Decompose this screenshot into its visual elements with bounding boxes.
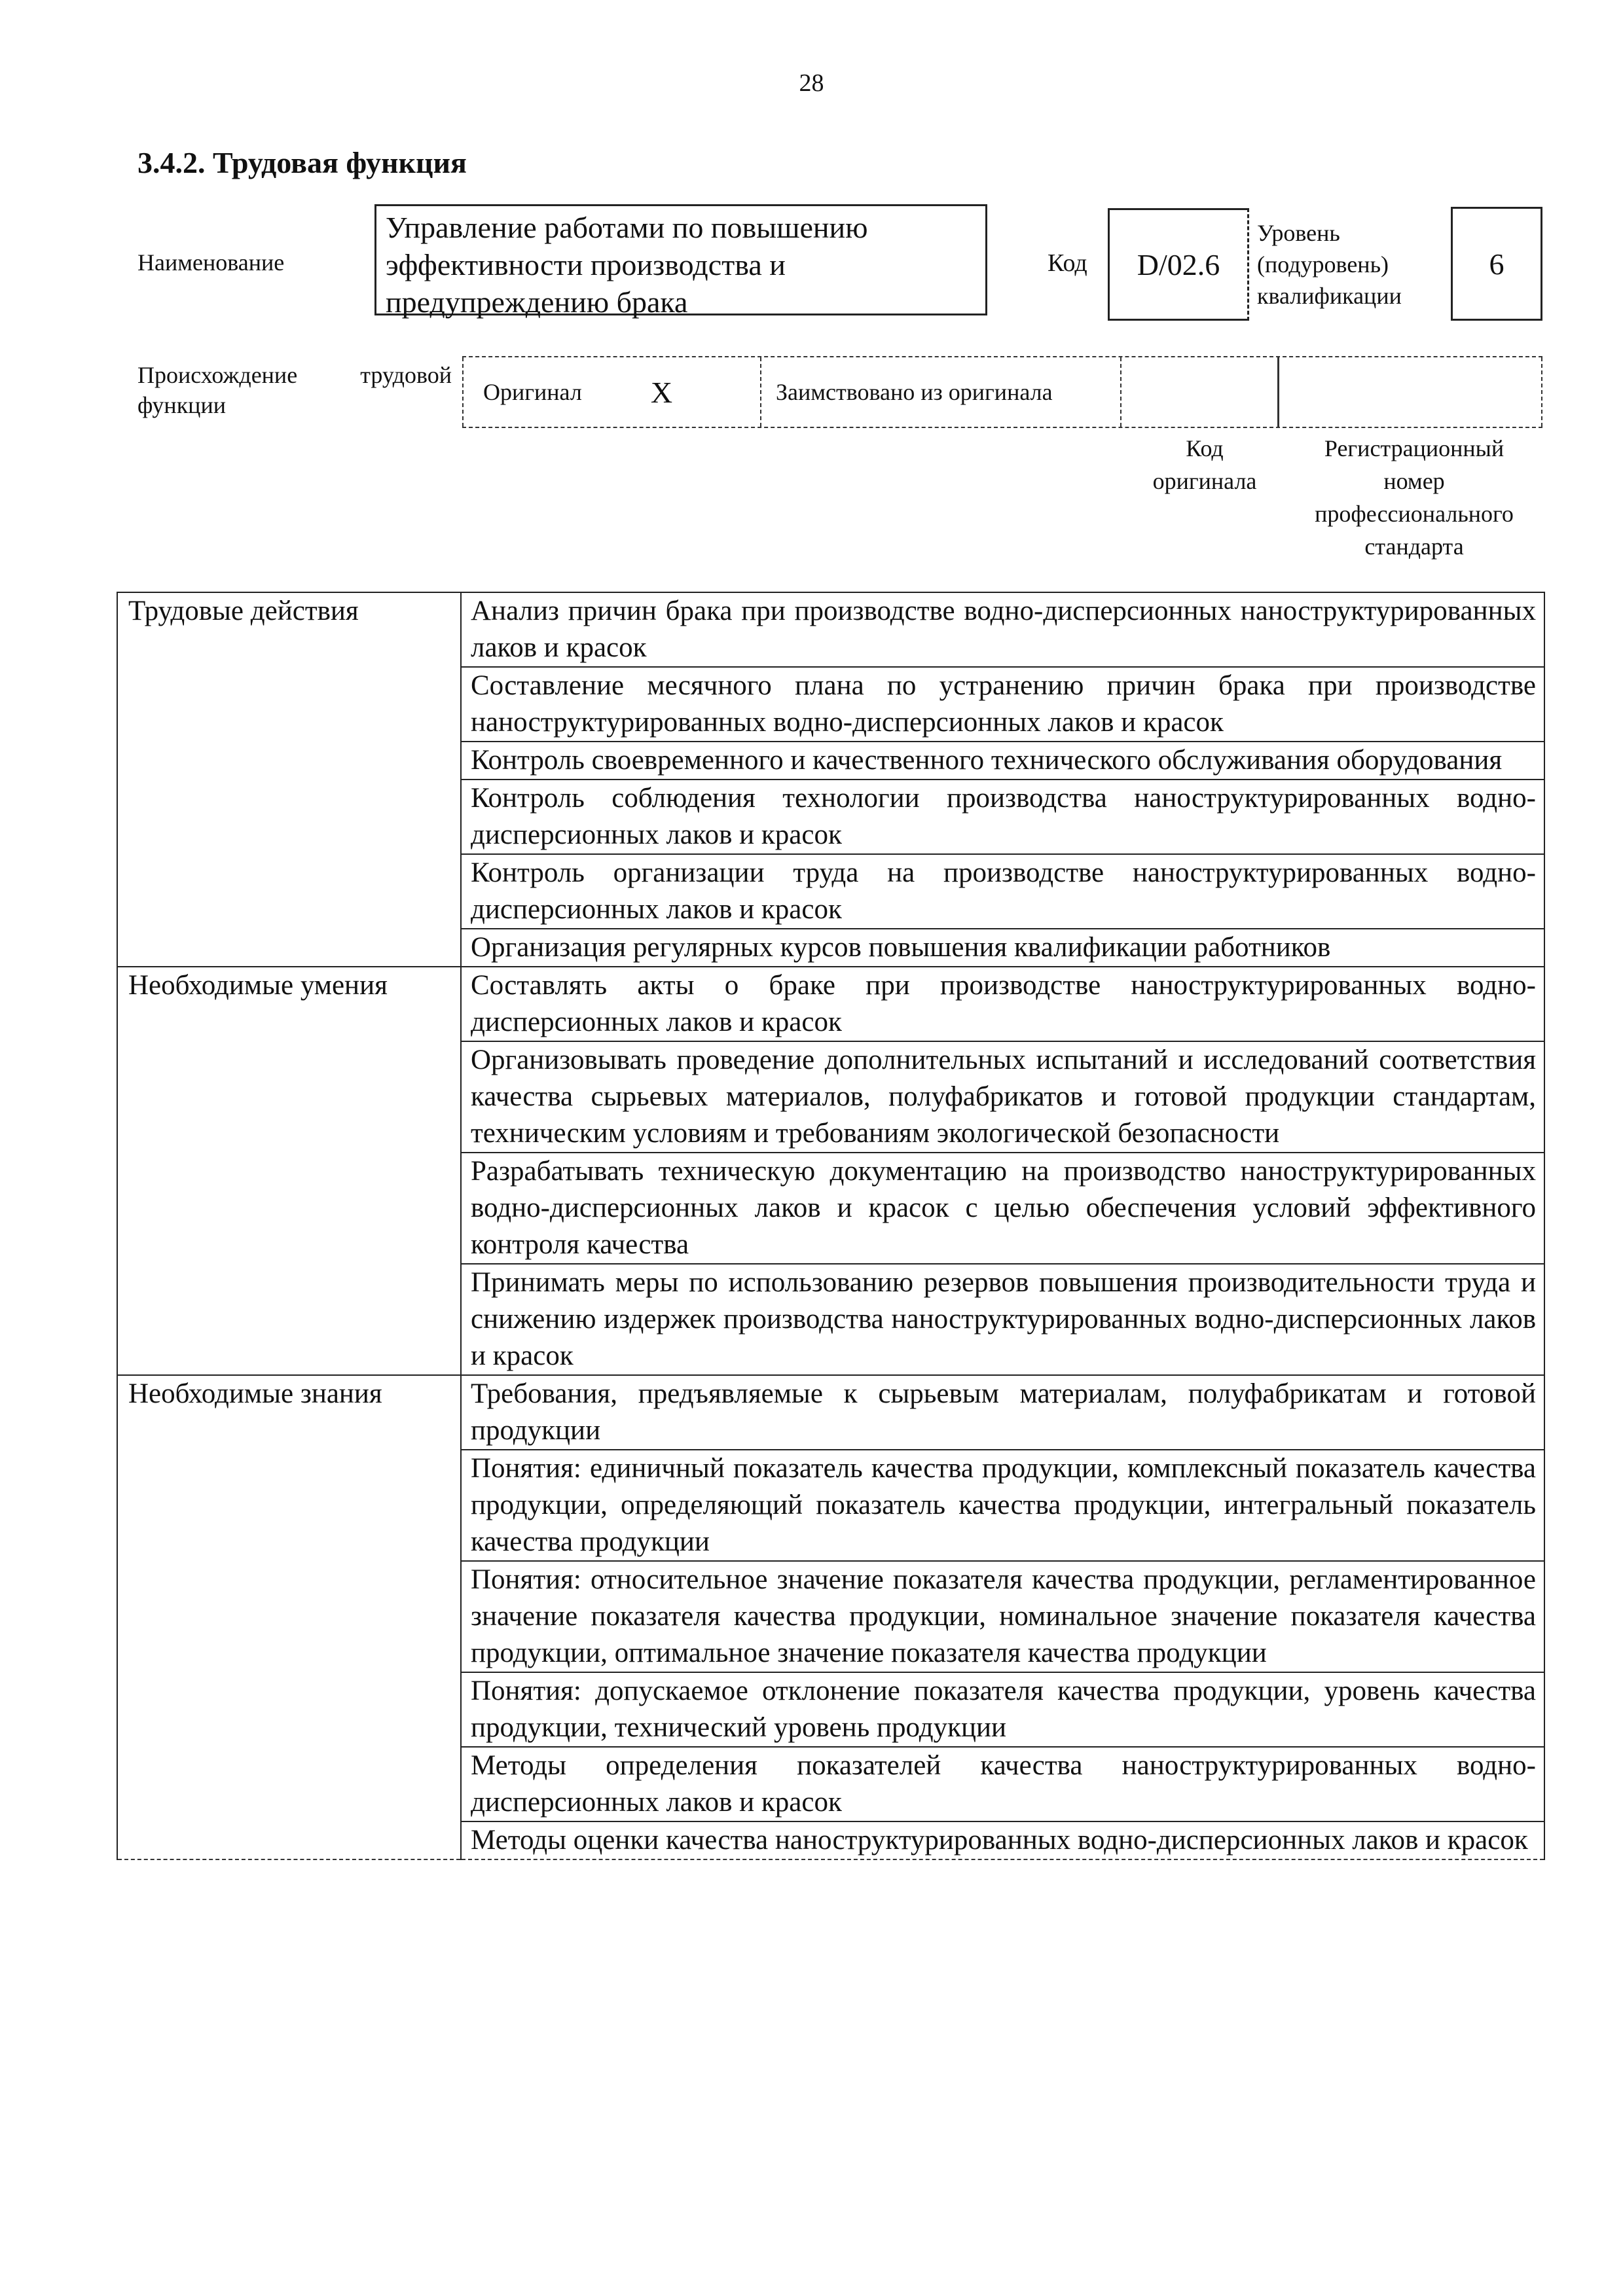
original-label: Оригинал — [483, 379, 582, 405]
table-cell-item: Принимать меры по использованию резервов повышения производительности труда и снижению издержек производства наноструктурированных водно-дисперсионных лаков и красок — [461, 1264, 1544, 1375]
table-cell-item: Анализ причин брака при производстве водно-дисперсионных наноструктурированных лаков и красок — [461, 592, 1544, 667]
caption-line: Регистрационный — [1324, 435, 1504, 461]
table-cell-item: Методы определения показателей качества наноструктурированных водно-дисперсионных лаков и красок — [461, 1747, 1544, 1821]
level-label-line: квалификации — [1257, 283, 1402, 309]
section-title-labor-actions: Трудовые действия — [117, 592, 461, 967]
table-cell-item: Организовывать проведение дополнительных испытаний и исследований соответствия качества сырьевых материалов, полуфабрикатов и готовой продукции стандартам, техническим условиям и требованиям экологической безопасности — [461, 1041, 1544, 1153]
function-name-line: Управление работами по повышению — [386, 211, 868, 244]
origin-label — [137, 360, 452, 420]
function-table — [117, 592, 1545, 1860]
table-cell-item: Контроль соблюдения технологии производства наноструктурированных водно-дисперсионных лаков и красок — [461, 780, 1544, 854]
origin-code-cell — [1120, 357, 1277, 427]
name-label: Наименование — [137, 249, 285, 276]
table-cell-item: Понятия: единичный показатель качества продукции, комплексный показатель качества продукции, определяющий показатель качества продукции, интегральный показатель качества продукции — [461, 1450, 1544, 1561]
table-cell-item: Требования, предъявляемые к сырьевым материалам, полуфабрикатам и готовой продукции — [461, 1375, 1544, 1450]
function-name-line: предупреждению брака — [386, 285, 688, 319]
borrowed-label: Заимствовано из оригинала — [776, 379, 1053, 405]
origin-row — [462, 356, 1542, 428]
table-cell-item: Методы оценки качества наноструктурированных водно-дисперсионных лаков и красок — [461, 1821, 1544, 1859]
origin-label-line1: Происхождение трудовой — [137, 362, 452, 388]
table-cell-item: Понятия: относительное значение показателя качества продукции, регламентированное значение показателя качества продукции, номинальное значение показателя качества продукции, оптимальное значение показателя качества продукции — [461, 1561, 1544, 1672]
table-cell-item: Разрабатывать техническую документацию на производство наноструктурированных водно-дисперсионных лаков и красок с целью обеспечения условий эффективного контроля качества — [461, 1153, 1544, 1264]
qualification-level-value: 6 — [1451, 207, 1542, 321]
table-cell-item: Организация регулярных курсов повышения квалификации работников — [461, 929, 1544, 967]
level-label-line: (подуровень) — [1257, 251, 1389, 278]
function-name-line: эффективности производства и — [386, 248, 786, 281]
level-label-line: Уровень — [1257, 220, 1340, 246]
caption-line: стандарта — [1364, 533, 1464, 560]
code-value: D/02.6 — [1108, 208, 1249, 321]
table-cell-item: Понятия: допускаемое отклонение показателя качества продукции, уровень качества продукции, технический уровень продукции — [461, 1672, 1544, 1747]
table-cell-item: Контроль своевременного и качественного технического обслуживания оборудования — [461, 742, 1544, 780]
table-row — [117, 1375, 1544, 1450]
caption-line: оригинала — [1152, 468, 1257, 494]
qualification-level-label — [1257, 217, 1402, 312]
function-name-box — [374, 204, 987, 319]
caption-line: номер — [1383, 468, 1445, 494]
caption-registration-number — [1283, 432, 1545, 563]
table-row — [117, 967, 1544, 1041]
section-title-required-knowledge: Необходимые знания — [117, 1375, 461, 1859]
table-cell-item: Контроль организации труда на производстве наноструктурированных водно-дисперсионных лаков и красок — [461, 854, 1544, 929]
origin-registration-cell — [1277, 357, 1542, 427]
table-cell-item: Составлять акты о браке при производстве наноструктурированных водно-дисперсионных лаков и красок — [461, 967, 1544, 1041]
table-row — [117, 592, 1544, 667]
table-cell-item: Составление месячного плана по устранению причин брака при производстве наноструктурированных водно-дисперсионных лаков и красок — [461, 667, 1544, 742]
origin-original-cell — [462, 357, 760, 427]
section-title-required-skills: Необходимые умения — [117, 967, 461, 1375]
origin-label-line2: функции — [137, 392, 226, 418]
caption-original-code — [1139, 432, 1270, 497]
page-number: 28 — [799, 69, 824, 97]
caption-line: Код — [1186, 435, 1224, 461]
code-label: Код — [1048, 249, 1087, 277]
origin-borrowed-cell — [760, 357, 1120, 427]
caption-line: профессионального — [1315, 501, 1514, 527]
original-mark: X — [650, 375, 673, 409]
section-title: 3.4.2. Трудовая функция — [137, 146, 467, 179]
